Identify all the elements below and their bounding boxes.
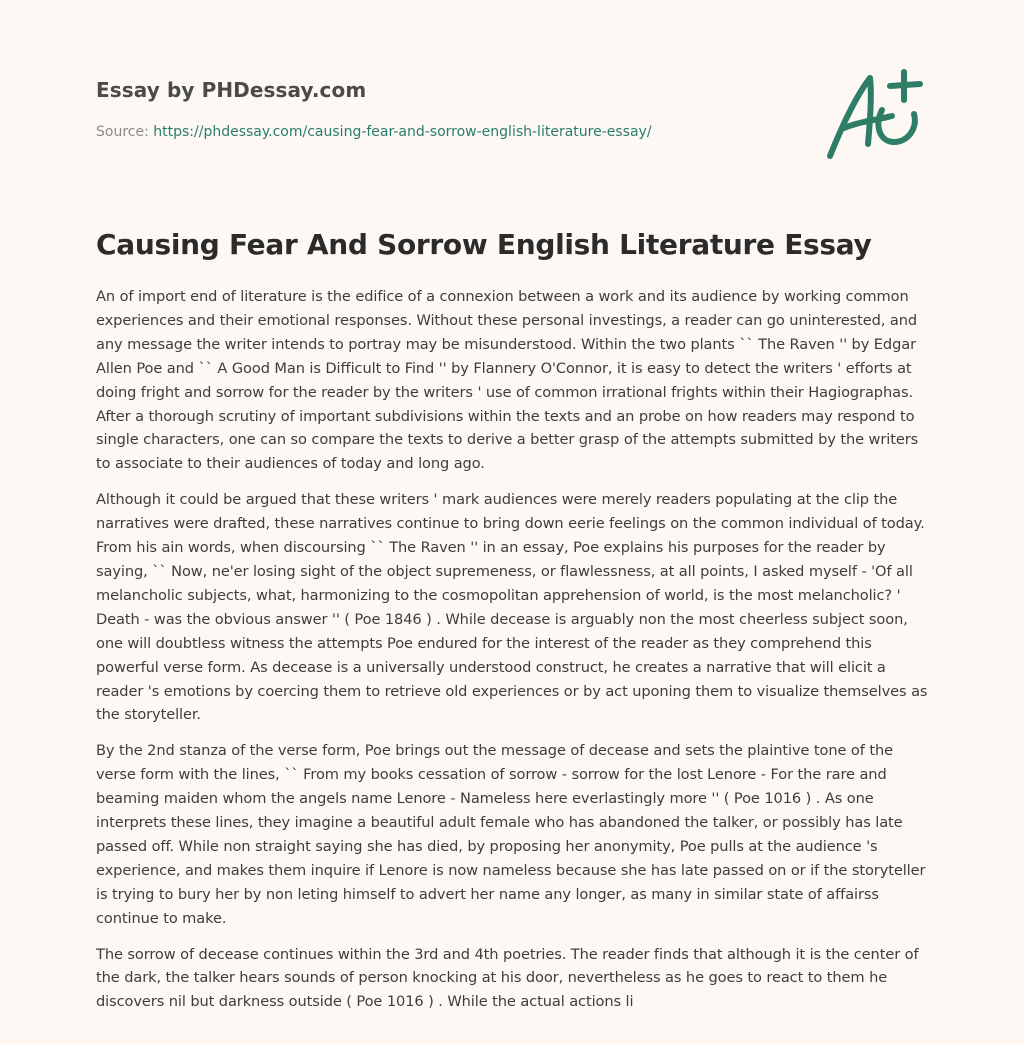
- paragraph: Although it could be argued that these writers ' mark audiences were merely readers populating at the clip the narratives were drafted, these narratives continue to bring down eerie feelings on the common individual of today. From his ain words, when discoursing `` The Raven '' in an essay, Poe explains his purposes for the reader by saying, `` Now, ne'er losing sight of the object supremeness, or flawlessness, at all points, I asked myself - 'Of all melancholic subjects, what, harmonizing to the cosmopolitan apprehension of world, is the most melancholic? ' Death - was the obvious answer '' ( Poe 1846 ) . While decease is arguably non the most cheerless subject soon, one will doubtless witness the attempts Poe endured for the interest of the reader as they comprehend this powerful verse form. As decease is a universally understood construct, he creates a narrative that will elicit a reader 's emotions by coercing them to retrieve old experiences or by act uponing them to visualize themselves as the storyteller.: [96, 491, 928, 724]
- source-link[interactable]: https://phdessay.com/causing-fear-and-sorrow-english-literature-essay/: [153, 124, 652, 140]
- site-title: Essay by PHDessay.com: [96, 78, 367, 102]
- article-title: Causing Fear And Sorrow English Literature Essay: [96, 228, 872, 261]
- a-plus-logo-icon: [820, 66, 930, 166]
- article-body: [96, 285, 936, 1026]
- paragraph: An of import end of literature is the edifice of a connexion between a work and its audience by working common experiences and their emotional responses. Without these personal investings, a reader can go uninterested, and any message the writer intends to portray may be misunderstood. Within the two plants `` The Raven '' by Edgar Allen Poe and `` A Good Man is Difficult to Find '' by Flannery O'Connor, it is easy to detect the writers ' efforts at doing fright and sorrow for the reader by the writers ' use of common irrational frights within their Hagiographas. After a thorough scrutiny of important subdivisions within the texts and an probe on how readers may respond to single characters, one can so compare the texts to derive a better grasp of the attempts submitted by the writers to associate to their audiences of today and long ago.: [96, 288, 919, 473]
- header: [96, 76, 796, 142]
- paragraph: The sorrow of decease continues within the 3rd and 4th poetries. The reader finds that although it is the center of the dark, the talker hears sounds of person knocking at his door, nevertheless as he goes to react to them he discovers nil but darkness outside ( Poe 1016 ) . While the actual actions li: [96, 945, 919, 1011]
- paragraph: By the 2nd stanza of the verse form, Poe brings out the message of decease and sets the plaintive tone of the verse form with the lines, `` From my books cessation of sorrow - sorrow for the lost Lenore - For the rare and beaming maiden whom the angels name Lenore - Nameless here everlastingly more '' ( Poe 1016 ) . As one interprets these lines, they imagine a beautiful adult female who has abandoned the talker, or possibly has late passed off. While non straight saying she has died, by proposing her anonymity, Poe pulls at the audience 's experience, and makes them inquire if Lenore is now nameless because she has late passed on or if the storyteller is trying to bury her by non leting himself to advert her name any longer, as many in similar state of affairss continue to make.: [96, 742, 926, 927]
- source-label: Source:: [96, 124, 149, 140]
- source-line: [96, 122, 796, 142]
